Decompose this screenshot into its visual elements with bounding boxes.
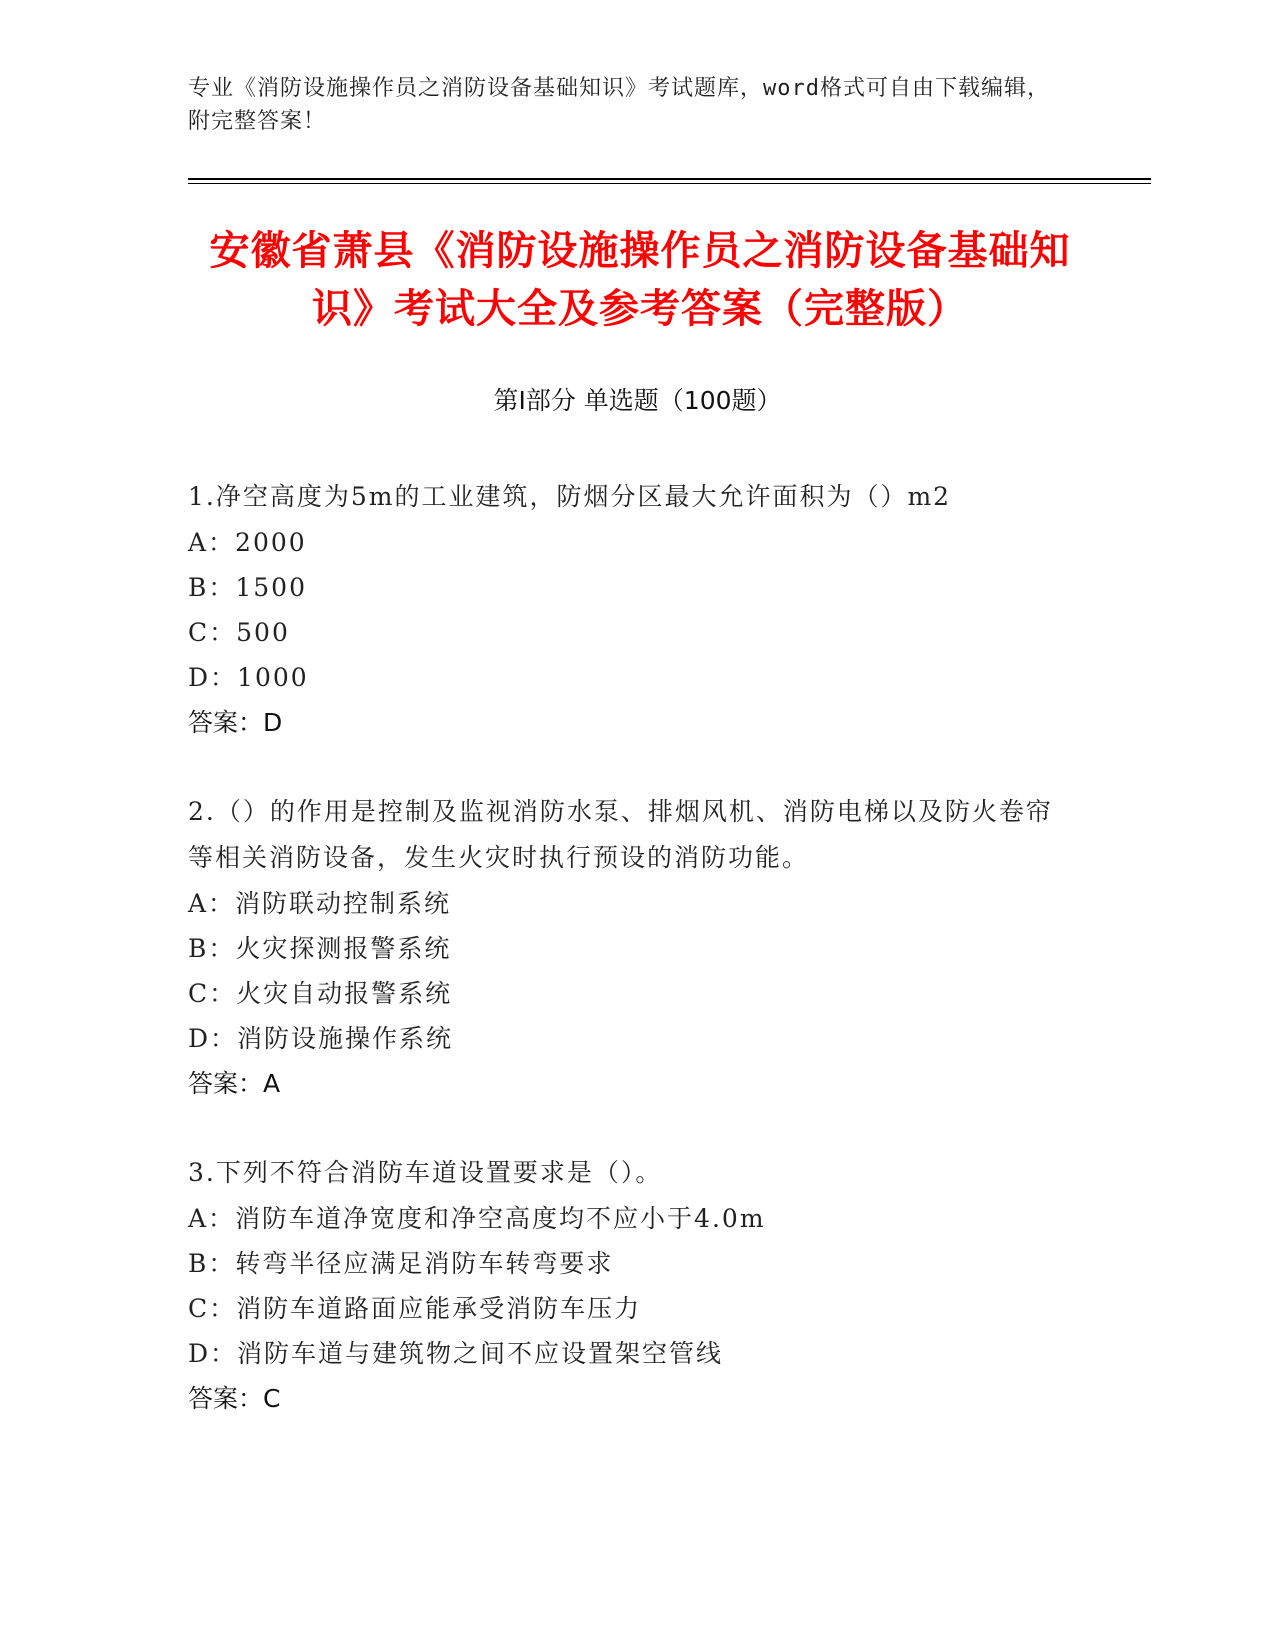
header-divider-thin — [188, 183, 1151, 184]
question-stem: 1.净空高度为5m的工业建筑，防烟分区最大允许面积为（）m2 — [188, 482, 952, 511]
option-d: D：1000 — [188, 663, 309, 692]
question-2 — [188, 789, 1068, 1107]
option-a: A：消防联动控制系统 — [188, 889, 452, 918]
option-b: B：火灾探测报警系统 — [188, 934, 452, 963]
question-3 — [188, 1150, 1068, 1422]
option-c: C：消防车道路面应能承受消防车压力 — [188, 1294, 642, 1323]
option-c: C：火灾自动报警系统 — [188, 979, 453, 1008]
option-b: B：1500 — [188, 573, 307, 602]
option-a: A：2000 — [188, 528, 307, 557]
answer: 答案：A — [188, 1069, 281, 1098]
option-d: D：消防设施操作系统 — [188, 1024, 454, 1053]
question-stem: 3.下列不符合消防车道设置要求是（）。 — [188, 1158, 663, 1187]
section-heading: 第Ⅰ部分 单选题（100题） — [493, 386, 782, 415]
option-b: B：转弯半径应满足消防车转弯要求 — [188, 1249, 614, 1278]
option-c: C：500 — [188, 618, 290, 647]
document-title: 安徽省萧县《消防设施操作员之消防设备基础知识》考试大全及参考答案（完整版） — [209, 228, 1071, 332]
header-divider-thick — [188, 178, 1151, 180]
header-note: 专业《消防设施操作员之消防设备基础知识》考试题库，word格式可自由下载编辑，附完整答案！ — [188, 76, 1050, 134]
option-d: D：消防车道与建筑物之间不应设置架空管线 — [188, 1339, 724, 1368]
question-1 — [188, 474, 1068, 746]
option-a: A：消防车道净宽度和净空高度均不应小于4.0m — [188, 1204, 766, 1233]
question-stem: 2.（）的作用是控制及监视消防水泵、排烟风机、消防电梯以及防火卷帘等相关消防设备，发生火灾时执行预设的消防功能。 — [188, 797, 1053, 872]
answer: 答案：D — [188, 708, 283, 737]
answer: 答案：C — [188, 1384, 281, 1413]
